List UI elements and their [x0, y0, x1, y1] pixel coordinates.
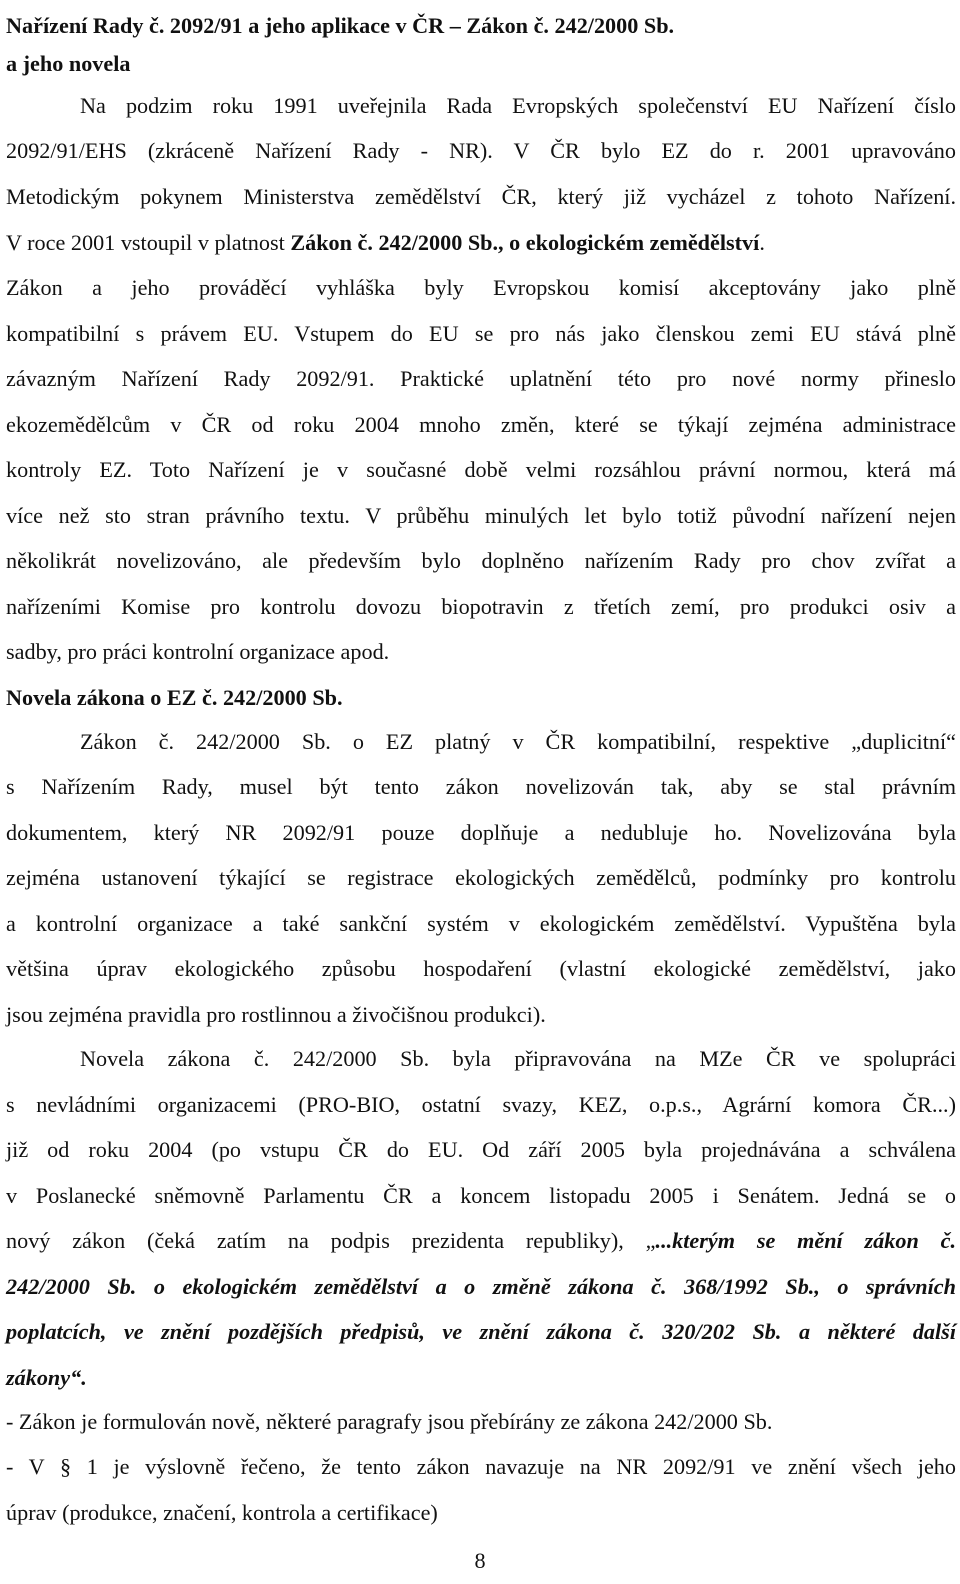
bullet-item: - V § 1 je výslovně řečeno, že tento zákon navazuje na NR 2092/91 ve znění všech jeho: [6, 1454, 956, 1479]
paragraph-line-quote-start: [6, 1218, 956, 1264]
bullet-item: - Zákon je formulován nově, některé paragrafy jsou přebírány ze zákona 242/2000 Sb.: [6, 1409, 773, 1434]
paragraph-line: s Nařízením Rady, musel být tento zákon novelizován tak, aby se stal právním: [6, 774, 956, 799]
paragraph-line: Metodickým pokynem Ministerstva zemědělství ČR, který již vycházel z tohoto Nařízení.: [6, 184, 956, 209]
paragraph-line: a kontrolní organizace a také sankční systém v ekologickém zemědělství. Vypuštěna byla: [6, 911, 956, 936]
law-citation-line: poplatcích, ve znění pozdějších předpisů, ve znění zákona č. 320/202 Sb. a některé další: [6, 1319, 956, 1344]
paragraph-line: zejména ustanovení týkající se registrace ekologických zemědělců, podmínky pro kontrolu: [6, 865, 956, 890]
page-number: 8: [474, 1548, 486, 1573]
paragraph-line: Zákon č. 242/2000 Sb. o EZ platný v ČR kompatibilní, respektive „duplicitní“: [80, 729, 956, 754]
paragraph-line: Na podzim roku 1991 uveřejnila Rada Evropských společenství EU Nařízení číslo: [80, 93, 956, 118]
paragraph-line: 2092/91/EHS (zkráceně Nařízení Rady - NR). V ČR bylo EZ do r. 2001 upravováno: [6, 138, 956, 163]
paragraph-line: sadby, pro práci kontrolní organizace apod.: [6, 639, 390, 664]
paragraph-line: Novela zákona č. 242/2000 Sb. byla připravována na MZe ČR ve spolupráci: [80, 1046, 956, 1071]
law-citation-line: zákony“.: [6, 1365, 87, 1390]
paragraph-line: dokumentem, který NR 2092/91 pouze doplňuje a nedubluje ho. Novelizována byla: [6, 820, 956, 845]
paragraph-line-law-reference: [6, 220, 956, 266]
paragraph-line: jsou zejména pravidla pro rostlinnou a živočišnou produkci).: [6, 1002, 546, 1027]
paragraph-line: většina úprav ekologického způsobu hospodaření (vlastní ekologické zemědělství, jako: [6, 956, 956, 981]
law-citation-bold-italic: ...kterým se mění zákon č.: [655, 1228, 957, 1253]
law-title-bold: Zákon č. 242/2000 Sb., o ekologickém zemědělství: [290, 230, 760, 255]
paragraph-line: kontroly EZ. Toto Nařízení je v současné době velmi rozsáhlou právní normou, která má: [6, 457, 956, 482]
paragraph-line: Zákon a jeho prováděcí vyhláška byly Evropskou komisí akceptovány jako plně: [6, 275, 956, 300]
paragraph-line: ekozemědělcům v ČR od roku 2004 mnoho změn, které se týkají zejména administrace: [6, 412, 956, 437]
paragraph-line: závazným Nařízení Rady 2092/91. Praktické uplatnění této pro nové normy přineslo: [6, 366, 956, 391]
paragraph-line: několikrát novelizováno, ale především bylo doplněno nařízením Rady pro chov zvířat a: [6, 548, 956, 573]
paragraph-line: již od roku 2004 (po vstupu ČR do EU. Od září 2005 byla projednávána a schválena: [6, 1137, 956, 1162]
section-heading: Novela zákona o EZ č. 242/2000 Sb.: [6, 685, 343, 710]
paragraph-line: kompatibilní s právem EU. Vstupem do EU se pro nás jako členskou zemi EU stává plně: [6, 321, 956, 346]
document-title-line-2: a jeho novela: [6, 51, 131, 76]
text-segment: V roce 2001 vstoupil v platnost: [6, 230, 291, 255]
bullet-item-continuation: úprav (produkce, značení, kontrola a certifikace): [6, 1500, 438, 1525]
paragraph-line: nařízeními Komise pro kontrolu dovozu biopotravin z třetích zemí, pro produkci osiv a: [6, 594, 956, 619]
paragraph-line: v Poslanecké sněmovně Parlamentu ČR a koncem listopadu 2005 i Senátem. Jedná se o: [6, 1183, 956, 1208]
paragraph-line: více než sto stran právního textu. V průběhu minulých let bylo totiž původní nařízení nejen: [6, 503, 956, 528]
text-segment: nový zákon (čeká zatím na podpis prezidenta republiky), „: [6, 1228, 656, 1253]
law-citation-line: 242/2000 Sb. o ekologickém zemědělství a o změně zákona č. 368/1992 Sb., o správních: [6, 1274, 956, 1299]
paragraph-line: s nevládními organizacemi (PRO-BIO, ostatní svazy, KEZ, o.p.s., Agrární komora ČR...): [6, 1092, 956, 1117]
document-title-line-1: Nařízení Rady č. 2092/91 a jeho aplikace v ČR – Zákon č. 242/2000 Sb.: [6, 13, 675, 38]
text-segment: .: [759, 230, 765, 255]
